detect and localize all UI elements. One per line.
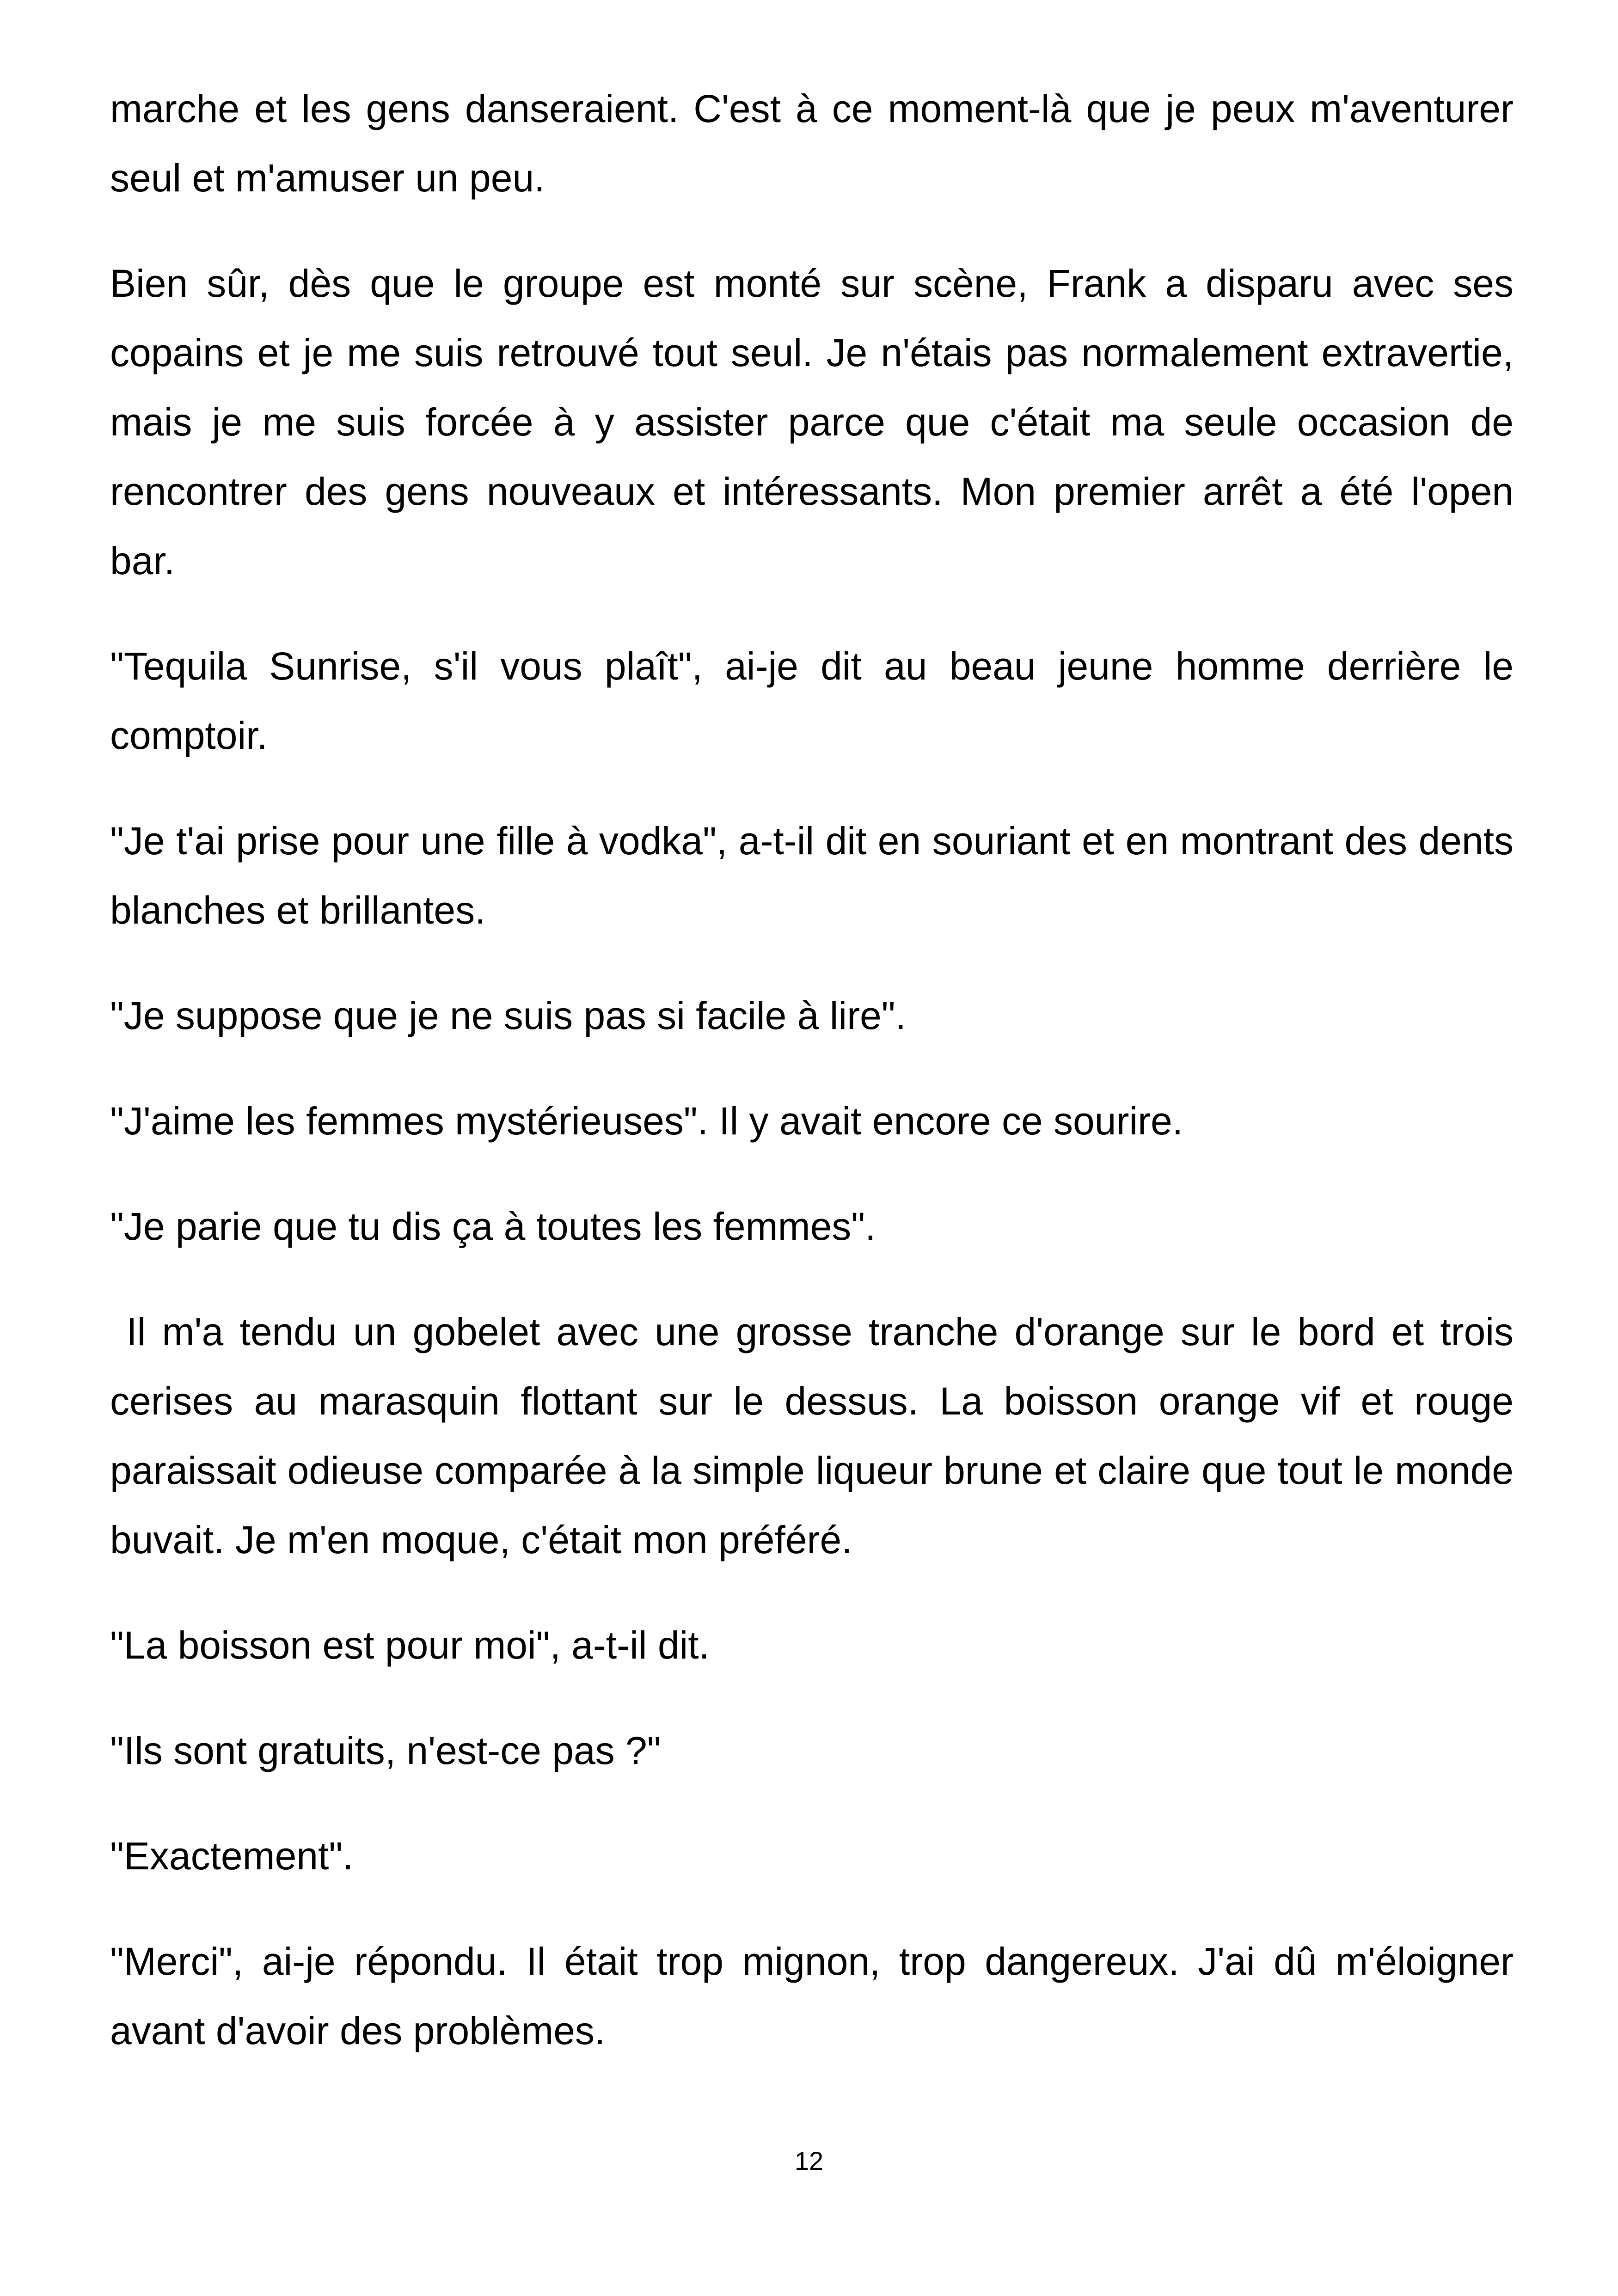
paragraph: "J'aime les femmes mystérieuses". Il y avait encore ce sourire.: [110, 1099, 1183, 1143]
paragraph: "La boisson est pour moi", a-t-il dit.: [110, 1623, 710, 1667]
page-number: 12: [794, 2146, 824, 2175]
paragraph: "Tequila Sunrise, s'il vous plaît", ai-je dit au beau jeune homme derrière le comptoir.: [110, 644, 1525, 757]
text-body: [110, 74, 1525, 2101]
paragraph: "Je suppose que je ne suis pas si facile à lire".: [110, 994, 906, 1037]
paragraph: "Merci", ai-je répondu. Il était trop mignon, trop dangereux. J'ai dû m'éloigner avant d'avoir des problèmes.: [110, 1940, 1525, 2052]
paragraph: "Je t'ai prise pour une fille à vodka", a-t-il dit en souriant et en montrant des dents blanches et brillantes.: [110, 819, 1525, 932]
paragraph: Il m'a tendu un gobelet avec une grosse tranche d'orange sur le bord et trois cerises au marasquin flottant sur le dessus. La boisson orange vif et rouge paraissait odieuse comparée à la simple liqueur brune et claire que tout le monde buvait. Je m'en moque, c'était mon préféré.: [110, 1310, 1525, 1561]
paragraph: marche et les gens danseraient. C'est à ce moment-là que je peux m'aventurer seul et m'amuser un peu.: [110, 87, 1525, 200]
paragraph: "Ils sont gratuits, n'est-ce pas ?": [110, 1729, 661, 1772]
paragraph: Bien sûr, dès que le groupe est monté sur scène, Frank a disparu avec ses copains et je me suis retrouvé tout seul. Je n'étais pas normalement extravertie, mais je me suis forcée à y assister parce que c'était ma seule occasion de rencontrer des gens nouveaux et intéressants. Mon premier arrêt a été l'open bar.: [110, 262, 1525, 582]
paragraph: "Je parie que tu dis ça à toutes les femmes".: [110, 1205, 876, 1248]
paragraph: "Exactement".: [110, 1834, 354, 1878]
